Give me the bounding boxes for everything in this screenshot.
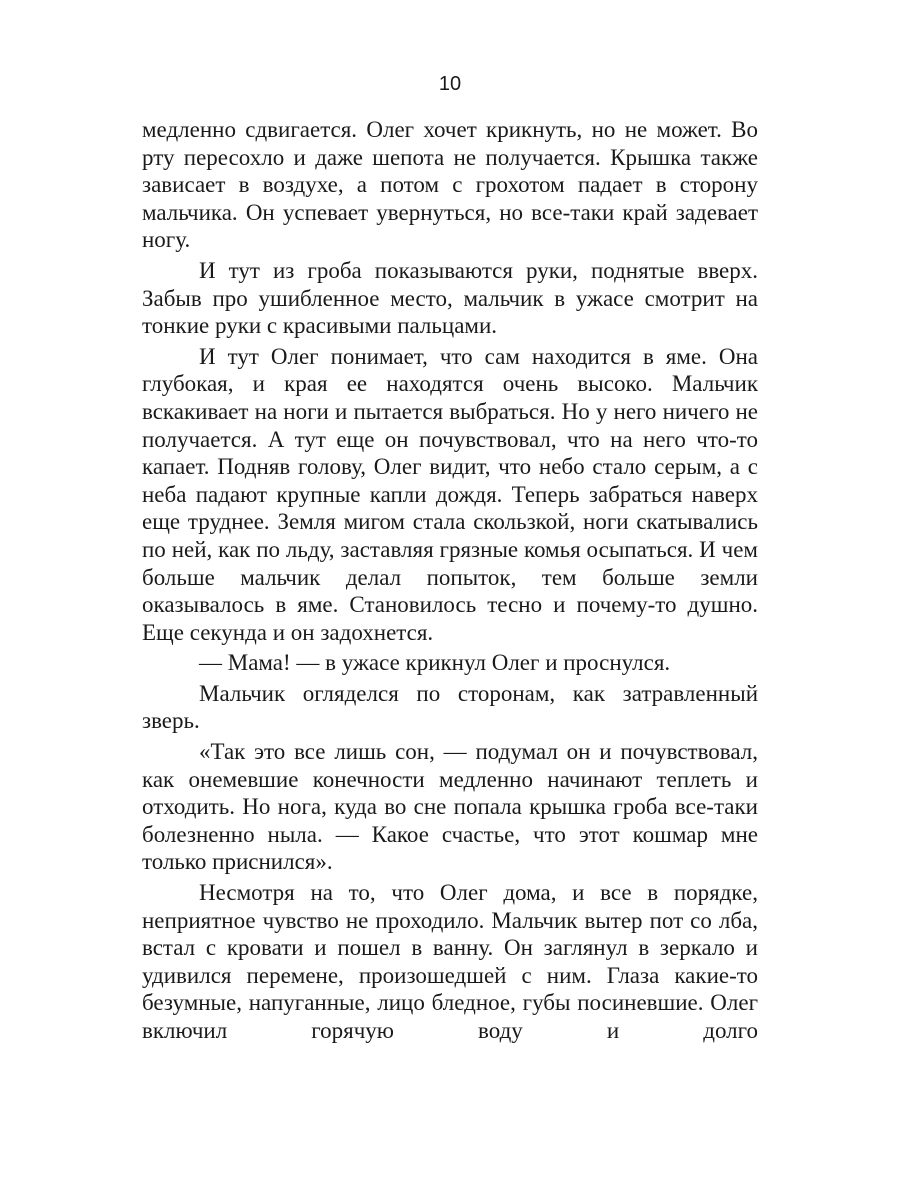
paragraph-3: И тут Олег понимает, что сам находится в яме. Она глубокая, и края ее находятся очень высоко. Мальчик вскакивает на ноги и пытается выбраться. Но у него ничего не получается. А тут еще он почувствовал, что на него что-то капает. Подняв голову, Олег видит, что небо стало серым, а с неба падают крупные капли дождя. Теперь забраться наверх еще труднее. Земля мигом стала скользкой, ноги скатывались по ней, как по льду, заставляя грязные комья осыпаться. И чем больше мальчик делал попыток, тем больше земли оказывалось в яме. Становилось тесно и почему-то душно. Еще секунда и он задохнется. — [142, 343, 758, 645]
text-body — [142, 116, 758, 1048]
paragraph-5: Мальчик огляделся по сторонам, как затравленный зверь. — [142, 680, 758, 734]
paragraph-1: медленно сдвигается. Олег хочет крикнуть, но не может. Во рту пересохло и даже шепота не получается. Крышка также зависает в воздухе, а потом с грохотом падает в сторону мальчика. Он успевает увернуться, но все-таки край задевает ногу. — [142, 117, 758, 253]
paragraph-2: И тут из гроба показываются руки, поднятые вверх. Забыв про ушибленное место, мальчик в ужасе смотрит на тонкие руки с красивыми пальцами. — [142, 257, 758, 339]
page-number: 10 — [438, 73, 462, 95]
paragraph-4: — Мама! — в ужасе крикнул Олег и проснулся. — [199, 650, 671, 676]
paragraph-6: «Так это все лишь сон, — подумал он и почувствовал, как онемевшие конечности медленно начинают теплеть и отходить. Но нога, куда во сне попала крышка гроба все-таки болезненно ныла. — Какое счастье, что этот кошмар мне только приснился». — [142, 739, 758, 875]
paragraph-7: Несмотря на то, что Олег дома, и все в порядке, неприятное чувство не проходило. Мальчик вытер пот со лба, встал с кровати и пошел в ванну. Он заглянул в зеркало и удивился перемене, произошедшей с ним. Глаза какие-то безумные, напуганные, лицо бледное, губы посиневшие. Олег включил горячую воду и долго — [142, 880, 758, 1043]
